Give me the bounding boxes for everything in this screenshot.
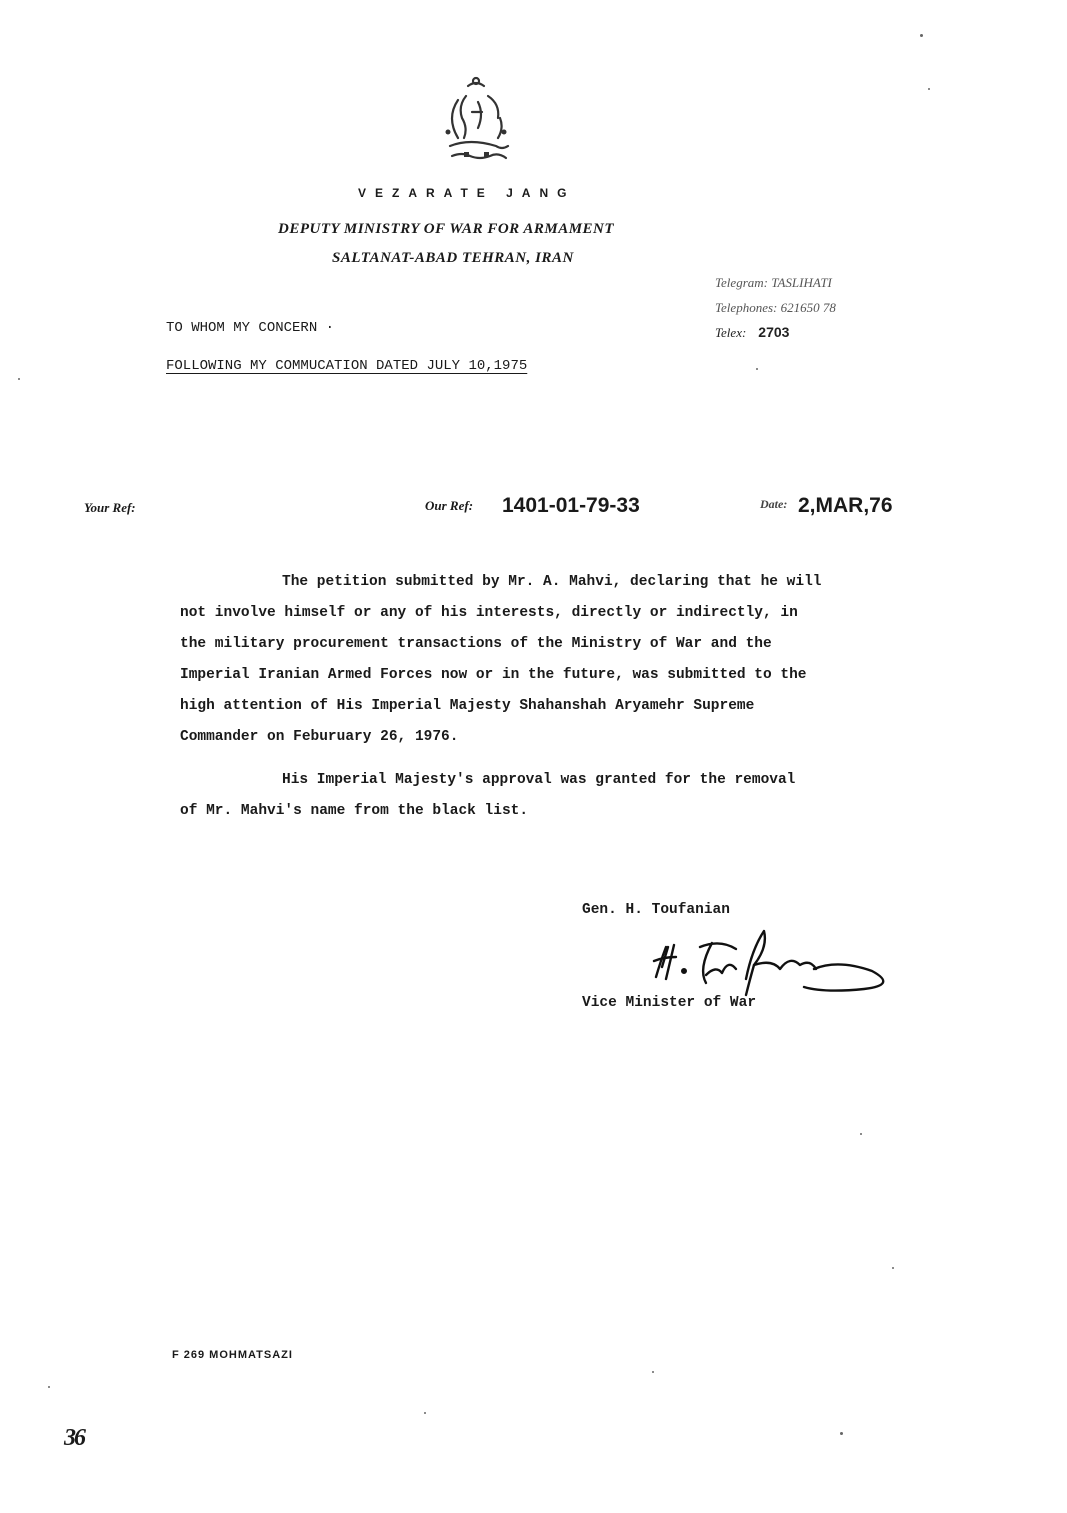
- department-name: DEPUTY MINISTRY OF WAR FOR ARMAMENT: [278, 221, 615, 237]
- your-ref-label: Your Ref:: [84, 500, 136, 515]
- scan-speck: [840, 1432, 843, 1435]
- scan-speck: [756, 368, 758, 370]
- scan-speck: [18, 378, 20, 380]
- signature-icon: [650, 925, 900, 1005]
- telegram-line: Telegram: TASLIHATI: [715, 275, 832, 290]
- our-ref-label: Our Ref:: [425, 498, 474, 513]
- body-line: the military procurement transactions of the Ministry of War and the: [180, 636, 772, 652]
- body-line: Commander on Feburuary 26, 1976.: [180, 729, 459, 745]
- signer-title: Vice Minister of War: [582, 995, 757, 1011]
- scan-speck: [892, 1267, 894, 1269]
- telex-line: [715, 324, 789, 341]
- signer-name: Gen. H. Toufanian: [582, 902, 730, 918]
- page-number: 36: [64, 1425, 84, 1451]
- body-line: Imperial Iranian Armed Forces now or in the future, was submitted to the: [180, 667, 807, 683]
- date-label: Date:: [760, 497, 788, 511]
- telephone-line: Telephones: 621650 78: [715, 300, 836, 315]
- body-line: of Mr. Mahvi's name from the black list.: [180, 803, 529, 819]
- scan-speck: [652, 1371, 654, 1373]
- telex-label: Telex:: [715, 325, 747, 340]
- body-line: not involve himself or any of his interests, directly or indirectly, in: [180, 605, 798, 621]
- scan-speck: [48, 1386, 50, 1388]
- scan-speck: [920, 34, 923, 37]
- body-line: high attention of His Imperial Majesty Shahanshah Aryamehr Supreme: [180, 698, 755, 714]
- form-code: F 269 MOHMATSAZI: [172, 1349, 293, 1361]
- body-paragraph-1: [180, 567, 822, 753]
- our-ref-value: 1401-01-79-33: [502, 494, 640, 517]
- telex-value: 2703: [758, 324, 790, 340]
- address: SALTANAT-ABAD TEHRAN, IRAN: [332, 250, 574, 266]
- scan-speck: [860, 1133, 862, 1135]
- body-paragraph-2: [180, 765, 795, 827]
- salutation: TO WHOM MY CONCERN ·: [166, 320, 335, 336]
- body-line: The petition submitted by Mr. A. Mahvi, declaring that he will: [282, 574, 822, 590]
- emblem-icon: [428, 72, 520, 168]
- date-value: 2,MAR,76: [798, 494, 893, 517]
- scan-speck: [928, 88, 930, 90]
- body-line: His Imperial Majesty's approval was granted for the removal: [282, 772, 796, 788]
- scan-speck: [424, 1412, 426, 1414]
- subject-line: FOLLOWING MY COMMUCATION DATED JULY 10,1975: [166, 358, 528, 374]
- org-name: VEZARATE JANG: [358, 186, 576, 200]
